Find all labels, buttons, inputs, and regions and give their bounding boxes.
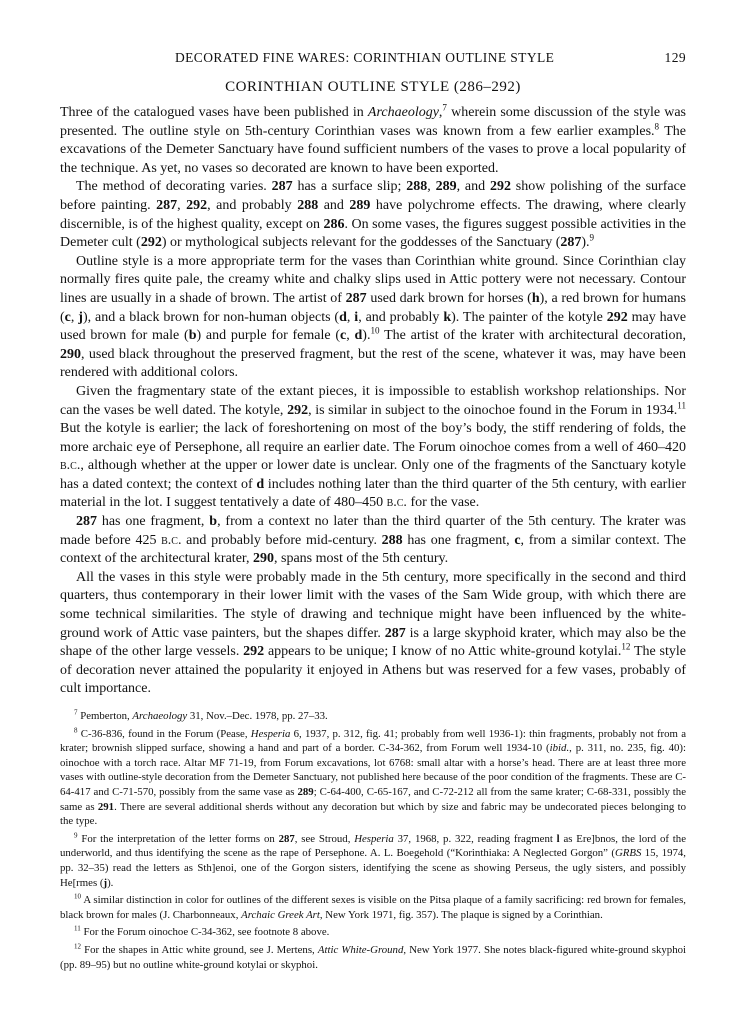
page-number: 129 xyxy=(664,50,686,65)
footnotes xyxy=(60,709,686,975)
footnote-9: $^9$ For the interpretation of the letter forms on 287, see Stroud, Hesperia 37, 1968, p. 322, reading fragment l as Ere]bnos, the lord of the underworld, and thus identifying the scene as the rape of Persephone. A. L. Boegehold (“Korinthiaka: A Neglected Gorgon” (GRBS 15, 1974, pp. 32–35) read the letters as Sth]enoi, one of the Gorgon sisters, identifying the scene as showing Perseus, the ugly sisters, and possibly He[rmes (j). xyxy=(60,831,686,889)
footnote-10: $^{10}$ A similar distinction in color for outlines of the different sexes is visible on the Pitsa plaque of a family sacrificing: red brown for females, black brown for males (J. Charbonneaux, Archaic Greek Art, New York 1971, fig. 357). The plaque is signed by a Corinthian. xyxy=(60,892,686,921)
paragraph: Outline style is a more appropriate term for the vases than Corinthian white ground. Since Corinthian clay normally fires quite pale, the creamy white and chalky slips used in Attic pottery were not necessary. Contour lines are usually in a shade of brown. The artist of 287 used dark brown for horses (h), a red brown for humans (c, j), and a black brown for non-human objects (d, i, and probably k). The painter of the kotyle 292 may have used brown for male (b) and purple for female (c, d).$^{10}$ The artist of the krater with architectural decoration, 290, used black throughout the preserved fragment, but the rest of the scene, whatever it was, may have been rendered with additional colors. xyxy=(60,253,687,381)
running-head xyxy=(60,50,686,70)
footnote-8: $^8$ C-36-836, found in the Forum (Pease, Hesperia 6, 1937, p. 312, fig. 41; probably from well 1936-1): thin fragments, probably not from a krater; brownish slipped surface, showing a hand and part of a border. C-34-362, from Forum well 1934-10 (ibid., p. 311, no. 235, fig. 40): oinochoe with a torch race. Altar MF 71-19, from Forum excavations, lot 6768: small altar with a horse’s head. There are at least three more vases with outline-style decoration from the Demeter Sanctuary, not published here because of the poor condition of the fragments. These are C-64-417 and C-71-570, possibly from the same vase as 289; C-64-400, C-65-167, and C-72-212 all from the same krater; C-68-331, possibly the same as 291. There are several additional sherds without any decoration but which by size and fabric may be undecorated pieces belonging to the type. xyxy=(60,726,686,828)
paragraph: All the vases in this style were probably made in the 5th century, more specifically in the second and third quarters, thus contemporary in their lower limit with the vases of the Sam Wide group, with which there are some technical similarities. The style of drawing and technique might have been influenced by the white-ground work of Attic vase painters, but the shapes differ. 287 is a large skyphoid krater, which may also be the shape of the other large vessels. 292 appears to be unique; I know of no Attic white-ground kotylai.$^{12}$ The style of decoration never attained the popularity it enjoyed in Athens but was reserved for a few vases, probably of cult importance. xyxy=(60,569,686,697)
section-title: CORINTHIAN OUTLINE STYLE (286–292) xyxy=(225,79,521,95)
paragraph: The method of decorating varies. 287 has a surface slip; 288, 289, and 292 show polishing of the surface before painting. 287, 292, and probably 288 and 289 have polychrome effects. The drawing, where clearly discernible, is of the highest quality, except on 286. On some vases, the figures suggest possible activities in the Demeter cult (292) or mythological subjects relevant for the goddesses of the Sanctuary (287).$^9$ xyxy=(60,179,686,251)
footnote-11: $^{11}$ For the Forum oinochoe C-34-362, see footnote 8 above. xyxy=(74,924,330,939)
paragraph: Three of the catalogued vases have been published in Archaeology,$^7$ wherein some discussion of the style was presented. The outline style on 5th-century Corinthian vases was known from a few earlier examples.$^8$ The excavations of the Demeter Sanctuary have found sufficient numbers of the vases to prove a local popularity of the technique. As yet, no vases so decorated are known to have been exported. xyxy=(60,102,686,176)
footnote-7: $^7$ Pemberton, Archaeology 31, Nov.–Dec. 1978, pp. 27–33. xyxy=(74,708,328,722)
paragraph: 287 has one fragment, b, from a context no later than the third quarter of the 5th century. The krater was made before 425 b.c. and probably before mid-century. 288 has one fragment, c, from a similar context. The context of the architectural krater, 290, spans most of the 5th century. xyxy=(60,514,686,567)
body-text xyxy=(60,104,686,699)
running-head-title: DECORATED FINE WARES: CORINTHIAN OUTLINE STYLE xyxy=(175,50,555,65)
paragraph: Given the fragmentary state of the extant pieces, it is impossible to establish workshop relationships. Nor can the vases be well dated. The kotyle, 292, is similar in subject to the oinochoe found in the Forum in 1934.11 But the kotyle is earlier; the lack of foreshortening on most of the boy’s body, the stiff rendering of folds, the more archaic eye of Persephone, all require an earlier date. The Forum oinochoe comes from a well of 460–420 b.c., although whether at the upper or lower date is unclear. Only one of the fragments of the Sanctuary kotyle has a dated context; the context of d includes nothing later than the third quarter of the 5th century, with earlier material in the lot. I suggest tentatively a date of 480–450 b.c. for the vase. xyxy=(60,383,686,511)
footnote-12: $^{12}$ For the shapes in Attic white ground, see J. Mertens, Attic White-Ground, New York 1977. She notes black-figured white-ground skyphoi (pp. 89–95) but no outline white-ground kotylai or skyphoi. xyxy=(60,942,686,971)
